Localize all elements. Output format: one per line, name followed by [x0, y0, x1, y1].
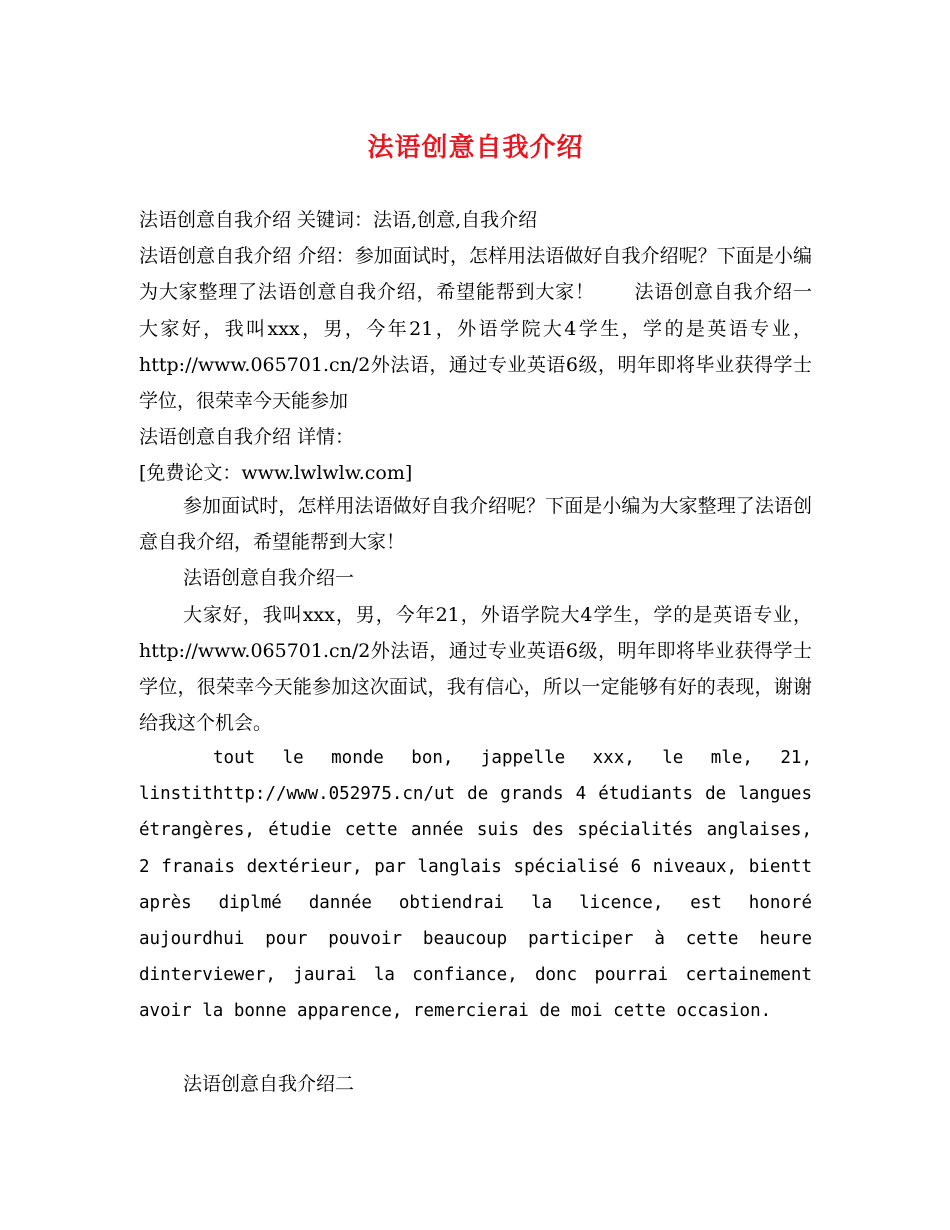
summary-block: [139, 202, 851, 492]
body-paragraph-2: 大家好，我叫xxx，男，今年21，外语学院大4学生，学的是英语专业，http://www.065701.cn/2外法语，通过专业英语6级，明年即将毕业获得学士学位，很荣幸今天能参加这次面试，我有信心，所以一定能够有好的表现，谢谢给我这个机会。: [139, 603, 812, 735]
intro-paragraph: 法语创意自我介绍 介绍：参加面试时，怎样用法语做好自我介绍呢？下面是小编为大家整理了法语创意自我介绍，希望能帮到大家！ 法语创意自我介绍一 大家好，我叫xxx，男，今年21，外语学院大4学生，学的是英语专业，http://www.065701.cn/2外法语，通过专业英语6级，明年即将毕业获得学士学位，很荣幸今天能参加: [139, 245, 851, 413]
source-line: [免费论文：www.lwlwlw.com]: [139, 462, 413, 485]
section-heading-2: 法语创意自我介绍二: [183, 1073, 355, 1095]
body-paragraph-1: 参加面试时，怎样用法语做好自我介绍呢？下面是小编为大家整理了法语创意自我介绍，希望能帮到大家！: [139, 495, 812, 554]
details-line: 法语创意自我介绍 详情：: [139, 426, 355, 449]
french-paragraph: tout le monde bon, jappelle xxx, le mle, 21, linstithttp://www.052975.cn/ut de grands 4 étudiants de langues étrangères, étudie cette année suis des spécialités anglaises, 2 franais dextérieur, par langlais spécialisé 6 niveaux, bientt après diplmé dannée obtiendrai la licence, est honoré aujourdhui pour pouvoir beaucoup participer à cette heure dinterviewer, jaurai la confiance, donc pourrai certainement avoir la bonne apparence, remercierai de moi cette occasion.: [139, 748, 812, 1022]
document-page: [139, 0, 851, 1230]
article-body: [139, 488, 812, 741]
document-title: 法语创意自我介绍: [367, 133, 584, 163]
section-heading-1: 法语创意自我介绍一: [183, 567, 355, 590]
keywords-line: 法语创意自我介绍 关键词：法语,创意,自我介绍: [139, 209, 538, 231]
